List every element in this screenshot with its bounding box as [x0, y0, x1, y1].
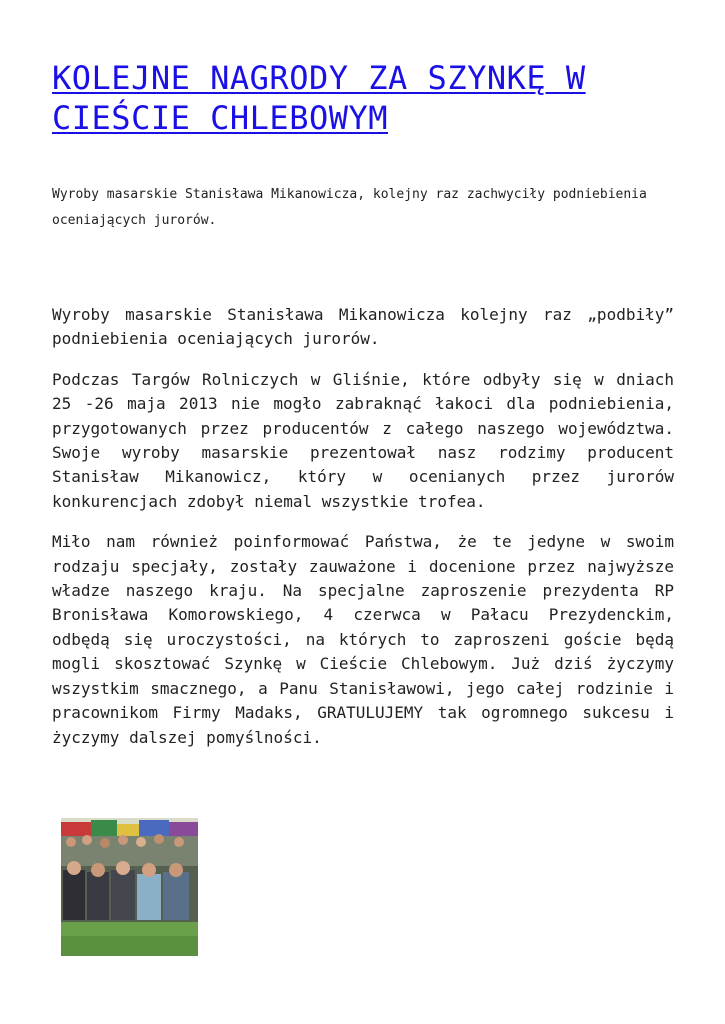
- article-title: [52, 58, 674, 138]
- event-photo-image: [61, 818, 198, 956]
- paragraph-2: Podczas Targów Rolniczych w Gliśnie, które odbyły się w dniach 25 -26 maja 2013 nie mogło zabraknąć łakoci dla podniebienia, przygotowanych przez producentów z całego naszego województwa. Swoje wyroby masarskie prezentował nasz rodzimy producent Stanisław Mikanowicz, który w ocenianych przez jurorów konkurencjach zdobył niemal wszystkie trofea.: [52, 369, 674, 511]
- article-body: [52, 303, 674, 766]
- article: [52, 58, 674, 747]
- article-excerpt: Wyroby masarskie Stanisława Mikanowicza, kolejny raz zachwyciły podniebienia oceniających jurorów.: [52, 187, 647, 228]
- article-title-link[interactable]: KOLEJNE NAGRODY ZA SZYNKĘ W CIEŚCIE CHLEBOWYM: [52, 59, 586, 137]
- paragraph-1: Wyroby masarskie Stanisława Mikanowicza kolejny raz „podbiły” podniebienia oceniających jurorów.: [52, 305, 674, 349]
- paragraph-3: Miło nam również poinformować Państwa, że te jedyne w swoim rodzaju specjały, zostały zauważone i docenione przez najwyższe władze naszego kraju. Na specjalne zaproszenie prezydenta RP Bronisława Komorowskiego, 4 czerwca w Pałacu Prezydenckim, odbędą się uroczystości, na których to zaproszeni goście będą mogli skosztować Szynkę w Cieście Chlebowym. Już dziś życzymy wszystkim smacznego, a Panu Stanisławowi, jego całej rodzinie i pracownikom Firmy Madaks, GRATULUJEMY tak ogromnego sukcesu i życzymy dalszej pomyślności.: [52, 532, 674, 747]
- event-photo[interactable]: [61, 818, 198, 956]
